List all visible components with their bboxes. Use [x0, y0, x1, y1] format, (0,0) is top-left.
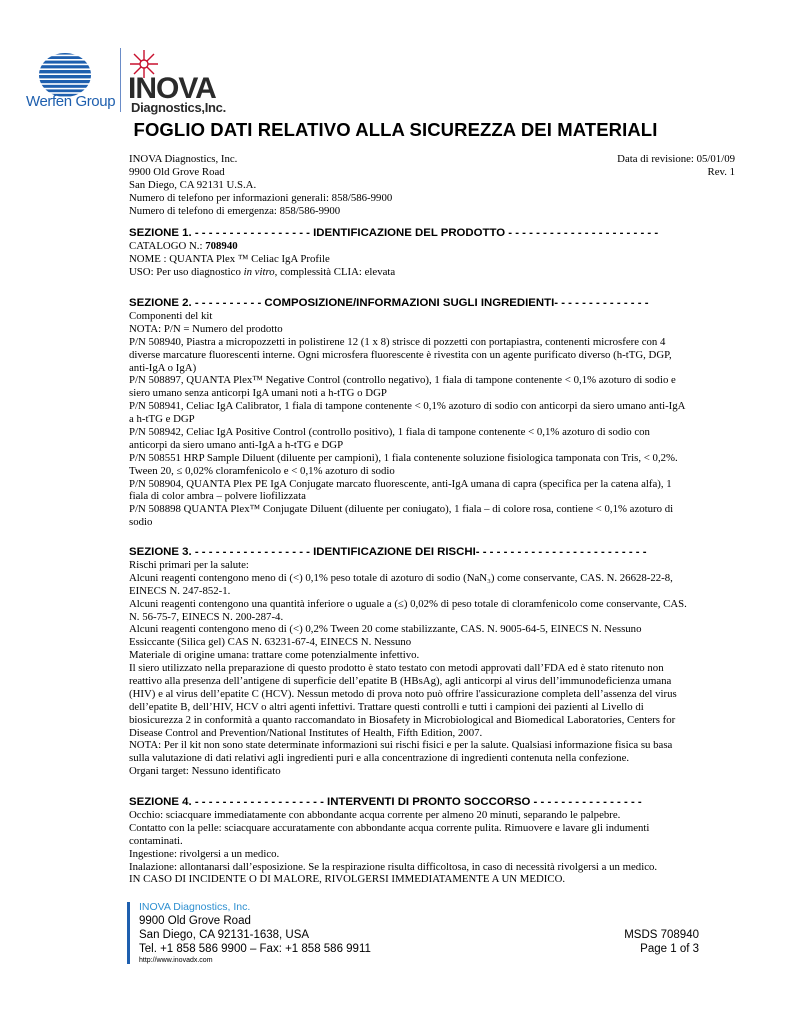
footer-msds-number: MSDS 708940	[624, 929, 699, 941]
section-3-line: Disease Control and Prevention/National Institutes of Health, Fifth Edition, 2007.	[129, 726, 483, 739]
section-3-line: Alcuni reagenti contengono una quantità inferiore o uguale a (≤) 0,02% di peso totale di cloramfenicolo come conservante, CAS.	[129, 597, 687, 610]
footer-row-phone-page	[139, 942, 699, 956]
section-3-line: NOTA: Per il kit non sono state determinate informazioni sui rischi fisici e per la salute. Qualsiasi informazione fisica su basa	[129, 739, 673, 752]
section-3-line: Alcuni reagenti contengono meno di (<) 0,2% Tween 20 come stabilizzante, CAS. N. 9005-64-5, EINECS N. Nessuno	[129, 623, 642, 636]
section-4-heading: SEZIONE 4. - - - - - - - - - - - - - - - - - - - INTERVENTI DI PRONTO SOCCORSO - - - - - - - - - - - - - - - -	[129, 796, 642, 808]
section-1-heading: SEZIONE 1. - - - - - - - - - - - - - - - - - IDENTIFICAZIONE DEL PRODOTTO - - - - - - - - - - - - - - - - - - - - - -	[129, 227, 659, 239]
footer-address-2: San Diego, CA 92131-1638, USA	[139, 929, 310, 941]
section-2-line: P/N 508904, QUANTA Plex PE IgA Conjugate marcato fluorescente, anti-IgA umana di capra (specifica per la catena alfa), 1	[129, 477, 672, 490]
company-address-1: 9900 Old Grove Road	[129, 165, 225, 178]
section-2-line: P/N 508942, Celiac IgA Positive Control (controllo positivo), 1 fiala di tampone contenente < 0,1% azoturo di sodio con	[129, 426, 650, 439]
section-2-line: diverse marcature fluorescenti interne. Ogni microsfera fluorescente è rivestita con un agente purificato diverso (h-tTG, DGP,	[129, 348, 672, 361]
section-3-line: Organi target: Nessuno identificato	[129, 765, 281, 778]
section-2-line: P/N 508897, QUANTA Plex™ Negative Control (controllo negativo), 1 fiala di tampone contenente < 0,1% azoturo di sodio e	[129, 374, 676, 387]
werfen-globe-icon	[38, 52, 92, 98]
footer-url: http://www.inovadx.com	[139, 957, 213, 964]
footer-address-1-text: 9900 Old Grove Road	[139, 915, 251, 927]
header-row-2	[129, 166, 735, 179]
catalog-line	[129, 240, 735, 253]
section-3-line: Il siero utilizzato nella preparazione di questo prodotto è stato testato con metodi approvati dall’FDA ed è stato ritenuto non	[129, 662, 664, 675]
logo-area	[20, 44, 250, 124]
footer-address-1	[139, 914, 699, 928]
section-3-line: N. 56-75-7, EINECS N. 200-287-4.	[129, 610, 284, 623]
catalog-label: CATALOGO N.:	[129, 240, 206, 252]
section-4	[129, 795, 735, 886]
section-4-line: IN CASO DI INCIDENTE O DI MALORE, RIVOLGERSI IMMEDIATAMENTE A UN MEDICO.	[129, 873, 566, 886]
company-header	[129, 153, 735, 217]
section-2-line: anticorpi da siero umano anti-IgA a h-tTG e DGP	[129, 438, 344, 451]
section-3-body	[129, 559, 735, 778]
section-2-body	[129, 310, 735, 529]
section-3-line: Materiale di origine umana: trattare come potenzialmente infettivo.	[129, 649, 420, 662]
section-2-line: P/N 508898 QUANTA Plex™ Conjugate Diluent (diluente per coniugato), 1 fiala – di colore rosa, contiene < 0,1% azoturo di	[129, 503, 674, 516]
section-3-line: EINECS N. 247-852-1.	[129, 584, 231, 597]
footer-phone: Tel. +1 858 586 9900 – Fax: +1 858 586 9911	[139, 943, 371, 955]
section-2-line: sodio	[129, 516, 153, 529]
footer-company: INOVA Diagnostics, Inc.	[139, 901, 251, 913]
product-use-label: USO: Per uso diagnostico	[129, 265, 244, 278]
section-4-line: Occhio: sciacquare immediatamente con abbondante acqua corrente per almeno 20 minuti, separando le palpebre.	[129, 809, 621, 821]
revision-date: Data di revisione: 05/01/09	[617, 153, 735, 165]
section-3-line: Alcuni reagenti contengono meno di (<) 0,1% peso totale di azoturo di sodio (NaN₃) come conservante, CAS. N. 26628-22-8,	[129, 571, 673, 584]
logo-divider	[120, 48, 121, 112]
section-4-line: Inalazione: allontanarsi dall’esposizione. Se la respirazione risulta difficoltosa, in caso di necessità rivolgersi a un medico.	[129, 860, 658, 873]
section-3-line: Essiccante (Silica gel) CAS N. 63231-67-4, EINECS N. Nessuno	[129, 636, 412, 649]
footer-accent-bar	[127, 902, 130, 964]
section-2-line: Tween 20, ≤ 0,02% cloramfenicolo e < 0,1% azoturo di sodio	[129, 464, 395, 477]
section-3-heading: SEZIONE 3. - - - - - - - - - - - - - - - - - IDENTIFICAZIONE DEI RISCHI- - - - - - - - - - - - - - - - - - - - - - - - -	[129, 546, 647, 558]
section-2-line: P/N 508941, Celiac IgA Calibrator, 1 fiala di tampone contenente < 0,1% azoturo di sodio con anticorpi da siero umano anti-IgA	[129, 400, 686, 413]
footer-row-address-msds	[139, 928, 699, 942]
company-name: INOVA Diagnostics, Inc.	[129, 153, 238, 165]
phone-emergency: Numero di telefono di emergenza: 858/586-9900	[129, 204, 341, 217]
section-4-line: Ingestione: rivolgersi a un medico.	[129, 847, 280, 860]
section-2	[129, 296, 735, 529]
section-3	[129, 545, 735, 778]
section-2-line: siero umano senza anticorpi IgA umani noti a h-tTG o DGP	[129, 387, 387, 400]
section-3-line: dell’epatite B, dell’HIV, HCV o altri agenti infettivi. Trattare questi controlli e tutti i campioni dei pazienti al Livello di	[129, 700, 644, 713]
section-2-line: fiala di color ambra – polvere liofilizzata	[129, 490, 306, 503]
section-1	[129, 226, 735, 279]
page-footer	[127, 900, 707, 966]
section-2-line: anti-IgA o IgA)	[129, 361, 197, 374]
section-2-line: NOTA: P/N = Numero del prodotto	[129, 322, 283, 335]
section-4-line: contaminati.	[129, 834, 183, 847]
product-use-italic: in vitro	[243, 265, 275, 278]
revision-number: Rev. 1	[707, 165, 735, 178]
footer-page-number: Page 1 of 3	[640, 943, 699, 955]
product-use-detail: , complessità CLIA: elevata	[274, 265, 396, 278]
catalog-number: 708940	[205, 240, 238, 252]
section-2-line: P/N 508940, Piastra a micropozzetti in polistirene 12 (1 x 8) strisce di pozzetti con portapiastra, contenenti microsfere con 4	[129, 335, 666, 348]
section-2-line: a h-tTG e DGP	[129, 413, 195, 426]
section-4-body	[129, 809, 735, 886]
section-3-line: (HIV) e al virus dell’epatite C (HCV). Nessun metodo di prova noto può offrire l'assicurazione completa dell’assenza del virus	[129, 687, 677, 700]
product-name: NOME : QUANTA Plex ™ Celiac IgA Profile	[129, 252, 330, 265]
werfen-logo-text: Werfen Group	[26, 93, 116, 110]
document-title: FOGLIO DATI RELATIVO ALLA SICUREZZA DEI MATERIALI	[133, 119, 658, 140]
section-4-line: Contatto con la pelle: sciacquare accuratamente con abbondante acqua corrente pulita. Rimuovere e lavare gli indumenti	[129, 821, 650, 834]
phone-general: Numero di telefono per informazioni generali: 858/586-9900	[129, 191, 393, 204]
header-row-1	[129, 153, 735, 166]
section-2-line: Componenti del kit	[129, 310, 213, 322]
footer-content	[139, 900, 699, 965]
section-3-line: biosicurezza 2 in conformità a quanto raccomandato in Biosafety in Microbiological and Biomedical Laboratories, Centers for	[129, 713, 676, 726]
section-2-line: P/N 508551 HRP Sample Diluent (diluente per campioni), 1 fiala contenente soluzione fisiologica tamponata con Tris, < 0,2%.	[129, 451, 678, 464]
product-use	[129, 266, 735, 279]
section-2-heading: SEZIONE 2. - - - - - - - - - - COMPOSIZIONE/INFORMAZIONI SUGLI INGREDIENTI- - - - - - - - - - - - - -	[129, 297, 649, 309]
section-3-line: reattivo alla presenza dell’antigene di superficie dell’epatite B (HBsAg), agli anticorpi al virus dell’immunodeficienza umana	[129, 675, 672, 688]
company-address-2: San Diego, CA 92131 U.S.A.	[129, 178, 257, 191]
inova-logo-subtitle: Diagnostics,Inc.	[131, 100, 226, 115]
section-3-line: sulla valutazione di dati relativi agli ingredienti puri e alla concentrazione di ingredienti contenuta nella confezione.	[129, 752, 630, 765]
inova-logo-text: INOVA	[128, 72, 216, 105]
section-3-line: Rischi primari per la salute:	[129, 559, 249, 571]
